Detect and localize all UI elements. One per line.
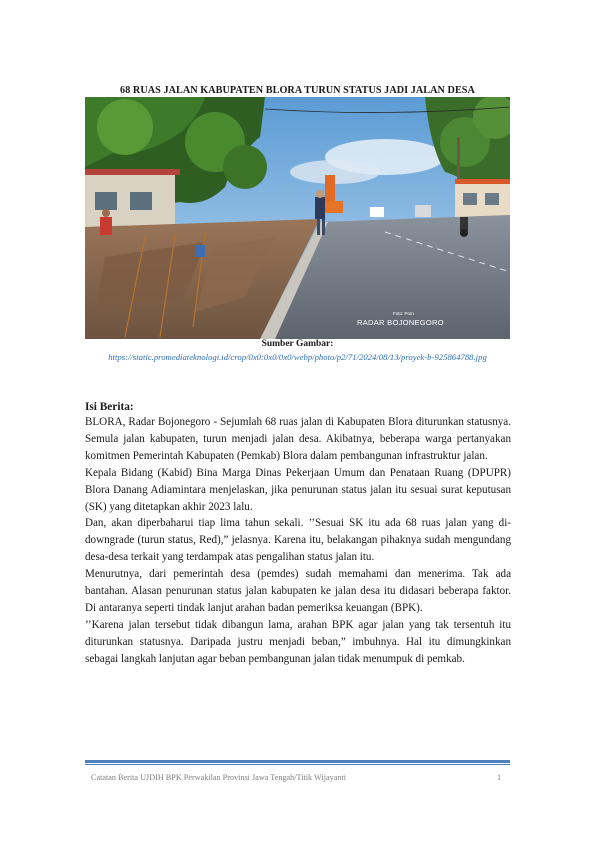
photo-watermark: RADAR BOJONEGORO [357, 318, 444, 327]
article-body [85, 414, 511, 668]
footer-rule [85, 760, 510, 765]
caption-label: Sumber Gambar: [261, 339, 334, 349]
document-title: 68 RUAS JALAN KABUPATEN BLORA TURUN STATUS JADI JALAN DESA [120, 85, 475, 96]
page-number: 1 [497, 773, 502, 782]
news-photo [85, 97, 510, 339]
section-heading: Isi Berita: [85, 401, 134, 413]
paragraph-5: ’’Karena jalan tersebut tidak dibangun lama, arahan BPK agar jalan yang tak tersentuh itu diturunkan statusnya. Daripada justru menjadi beban,” imbuhnya. Hal itu dimungkinkan sebagai langkah lanjutan agar beban pembangunan jalan tidak menumpuk di pemkab. [85, 618, 511, 665]
photo-watermark-small: Foto: Pom [393, 311, 414, 316]
paragraph-1: BLORA, Radar Bojonegoro - Sejumlah 68 ruas jalan di Kabupaten Blora diturunkan statusnya. Semula jalan kabupaten, turun menjadi jalan desa. Akibatnya, beberapa warga pertanyakan komitmen Pemerintah Kabupaten (Pemkab) Blora dalam pembangunan infrastruktur jalan. [85, 416, 511, 462]
paragraph-4: Menurutnya, dari pemerintah desa (pemdes) sudah memahami dan menerima. Tak ada bantahan. Alasan penurunan status jalan kabupaten ke jalan desa itu didasari beberapa faktor. Di antaranya seperti tindak lanjut arahan badan pemeriksa keuangan (BPK). [85, 568, 511, 614]
paragraph-3: Dan, akan diperbaharui tiap lima tahun sekali. ’’Sesuai SK itu ada 68 ruas jalan yang di-downgrade (turun status, Red),” jelasnya. Karena itu, belakangan pihaknya sudah mengundang desa-desa terkait yang terdampak atas pengalihan status jalan itu. [85, 517, 511, 564]
caption-url[interactable]: https://static.promediateknologi.id/crop/0x0:0x0/0x0/webp/photo/p2/71/2024/08/13/proyek-b-925864788.jpg [108, 352, 487, 362]
footer-text: Catatan Berita UJDIH BPK Perwakilan Provinsi Jawa Tengah/Titik Wijayanti [91, 773, 347, 782]
paragraph-2: Kepala Bidang (Kabid) Bina Marga Dinas Pekerjaan Umum dan Penataan Ruang (DPUPR) Blora Danang Adiamintara menjelaskan, jika penurunan status jalan itu sesuai surat keputusan (SK) yang ditetapkan akhir 2023 lalu. [85, 466, 511, 513]
